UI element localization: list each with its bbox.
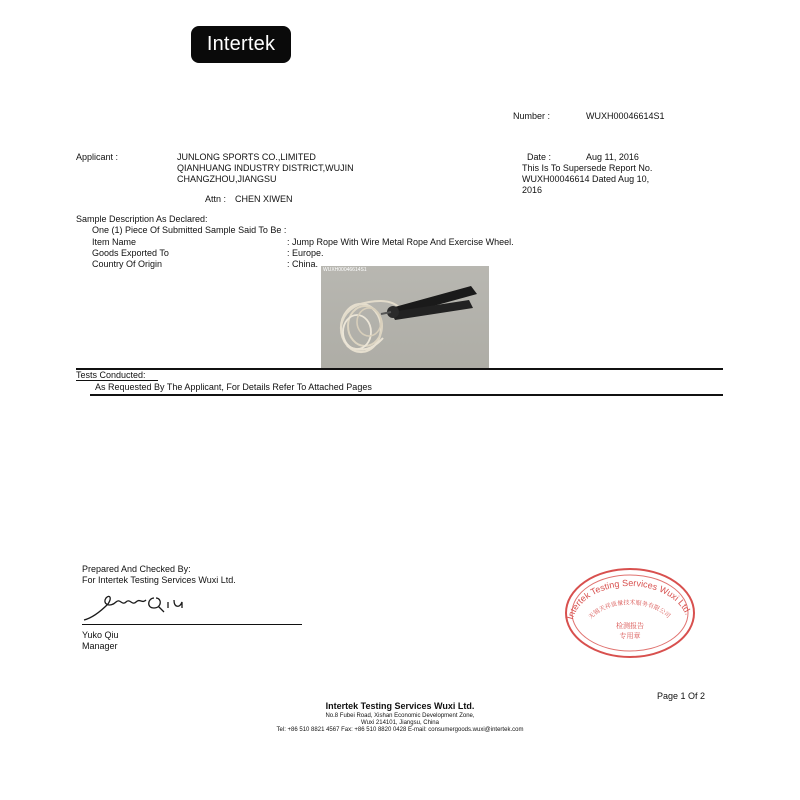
tests-text: As Requested By The Applicant, For Details Refer To Attached Pages xyxy=(95,382,372,392)
page-number: Page 1 Of 2 xyxy=(657,691,706,701)
applicant-label: Applicant : xyxy=(76,152,119,162)
report-number-label: Number : xyxy=(513,111,551,121)
tests-heading: Tests Conducted: xyxy=(76,370,146,380)
supersede-line-2: WUXH00046614 Dated Aug 10, xyxy=(522,174,650,184)
svg-text:检测报告: 检测报告 xyxy=(616,622,644,630)
supersede-line-3: 2016 xyxy=(522,185,543,195)
footer-address-2: Wuxi 214101, Jiangsu, China xyxy=(361,720,439,726)
footer-contact: Tel: +86 510 8821 4567 Fax: +86 510 8820 0428 E-mail: consumergoods.wuxi@intertek.com xyxy=(276,727,524,733)
svg-text:无锡天祥质量技术服务有限公司: 无锡天祥质量技术服务有限公司 xyxy=(587,599,672,621)
svg-text:Intertek Testing Services Wuxi: Intertek Testing Services Wuxi Ltd. xyxy=(564,577,694,621)
tests-top-rule xyxy=(76,368,723,370)
company-seal-stamp xyxy=(562,566,698,660)
signature-line xyxy=(82,624,302,625)
date-label: Date : xyxy=(527,152,552,162)
attn-label: Attn : xyxy=(205,194,227,204)
applicant-line-1: JUNLONG SPORTS CO.,LIMITED xyxy=(177,152,316,162)
goods-exported-label: Goods Exported To xyxy=(92,248,169,258)
supersede-line-1: This Is To Supersede Report No. xyxy=(522,163,653,173)
footer-company: Intertek Testing Services Wuxi Ltd. xyxy=(325,701,475,711)
goods-exported-value: : Europe. xyxy=(287,248,324,258)
country-origin-label: Country Of Origin xyxy=(92,259,163,269)
prepared-company: For Intertek Testing Services Wuxi Ltd. xyxy=(82,575,236,585)
logo-text: Intertek xyxy=(206,33,276,55)
sample-photo xyxy=(321,266,489,368)
sample-heading: Sample Description As Declared: xyxy=(76,214,208,224)
tests-heading-underline xyxy=(76,380,158,381)
jump-rope-image xyxy=(321,266,489,368)
handwritten-signature xyxy=(82,588,202,624)
signer-title: Manager xyxy=(82,641,118,651)
applicant-line-3: CHANGZHOU,JIANGSU xyxy=(177,174,277,184)
footer-address-1: No.8 Fubei Road, Xishan Economic Development Zone, xyxy=(325,713,475,719)
prepared-by: Prepared And Checked By: xyxy=(82,564,191,574)
attn-value: CHEN XIWEN xyxy=(235,194,293,204)
photo-label: WUXH00046614S1 xyxy=(323,267,367,273)
sample-intro: One (1) Piece Of Submitted Sample Said To Be : xyxy=(92,225,287,235)
item-name-label: Item Name xyxy=(92,237,137,247)
intertek-logo xyxy=(191,26,291,63)
item-name-value: : Jump Rope With Wire Metal Rope And Exercise Wheel. xyxy=(287,237,514,247)
country-origin-value: : China. xyxy=(287,259,319,269)
signer-name: Yuko Qiu xyxy=(82,630,119,640)
applicant-line-2: QIANHUANG INDUSTRY DISTRICT,WUJIN xyxy=(177,163,354,173)
svg-text:专用章: 专用章 xyxy=(619,632,641,640)
tests-bottom-rule xyxy=(90,394,723,396)
date-value: Aug 11, 2016 xyxy=(586,152,639,162)
report-number-value: WUXH00046614S1 xyxy=(586,111,665,121)
